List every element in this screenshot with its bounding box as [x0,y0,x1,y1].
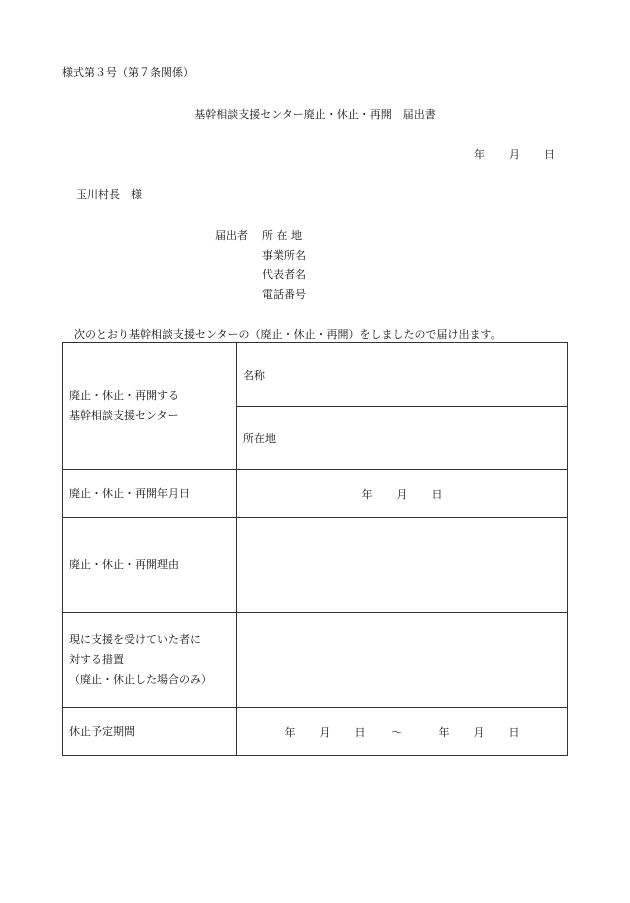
measures-label-line1: 現に支援を受けていた者に [69,633,201,646]
measures-value-cell[interactable] [237,613,568,708]
date-month-label: 月 [509,148,520,161]
intro-text: 次のとおり基幹相談支援センターの（廃止・休止・再開）をしましたので届け出ます。 [74,328,502,341]
measures-label-cell [63,613,237,708]
reason-value-cell[interactable] [237,518,568,613]
period-start-day: 日 [354,725,366,739]
center-label-line1: 廃止・休止・再開する [69,389,179,402]
office-name-label: 事業所名 [262,248,306,262]
measures-label-line3: （廃止・休止した場合のみ） [69,673,212,686]
reason-label: 廃止・休止・再開理由 [69,558,179,571]
applicant-lead: 届出者 [215,229,248,242]
period-start-month: 月 [319,725,331,739]
addressee: 玉川村長 様 [76,188,142,201]
representative-label: 代表者名 [262,268,306,282]
period-value-cell[interactable] [237,708,568,756]
period-start-year: 年 [284,725,296,739]
date-value-cell[interactable] [237,470,568,518]
period-tilde: ～ [391,725,403,739]
center-location-cell[interactable] [237,407,568,470]
center-label-cell [63,343,237,470]
date-label: 廃止・休止・再開年月日 [69,486,190,500]
period-end-day: 日 [508,725,520,739]
date-day-label: 日 [544,148,555,161]
date-day: 日 [431,487,443,501]
notification-form-table [62,342,568,756]
measures-label-line2: 対する措置 [69,653,124,666]
center-location-label: 所在地 [243,432,276,445]
date-month: 月 [396,487,408,501]
phone-label: 電話番号 [262,288,306,302]
period-end-month: 月 [473,725,485,739]
form-title: 基幹相談支援センター廃止・休止・再開 届出書 [194,108,436,121]
center-name-cell[interactable] [237,343,568,407]
date-year-label: 年 [474,148,485,161]
period-end-year: 年 [438,725,450,739]
period-label: 休止予定期間 [69,724,135,738]
period-label-cell [63,708,237,756]
date-label-cell [63,470,237,518]
center-label-line2: 基幹相談支援センター [69,409,179,422]
applicant-block [215,226,306,305]
center-name-label: 名称 [243,368,265,382]
reason-label-cell [63,518,237,613]
address-label: 所 在 地 [262,229,302,242]
date-year: 年 [361,487,373,501]
submission-date [474,146,555,162]
form-number: 様式第３号（第７条関係） [62,66,194,79]
